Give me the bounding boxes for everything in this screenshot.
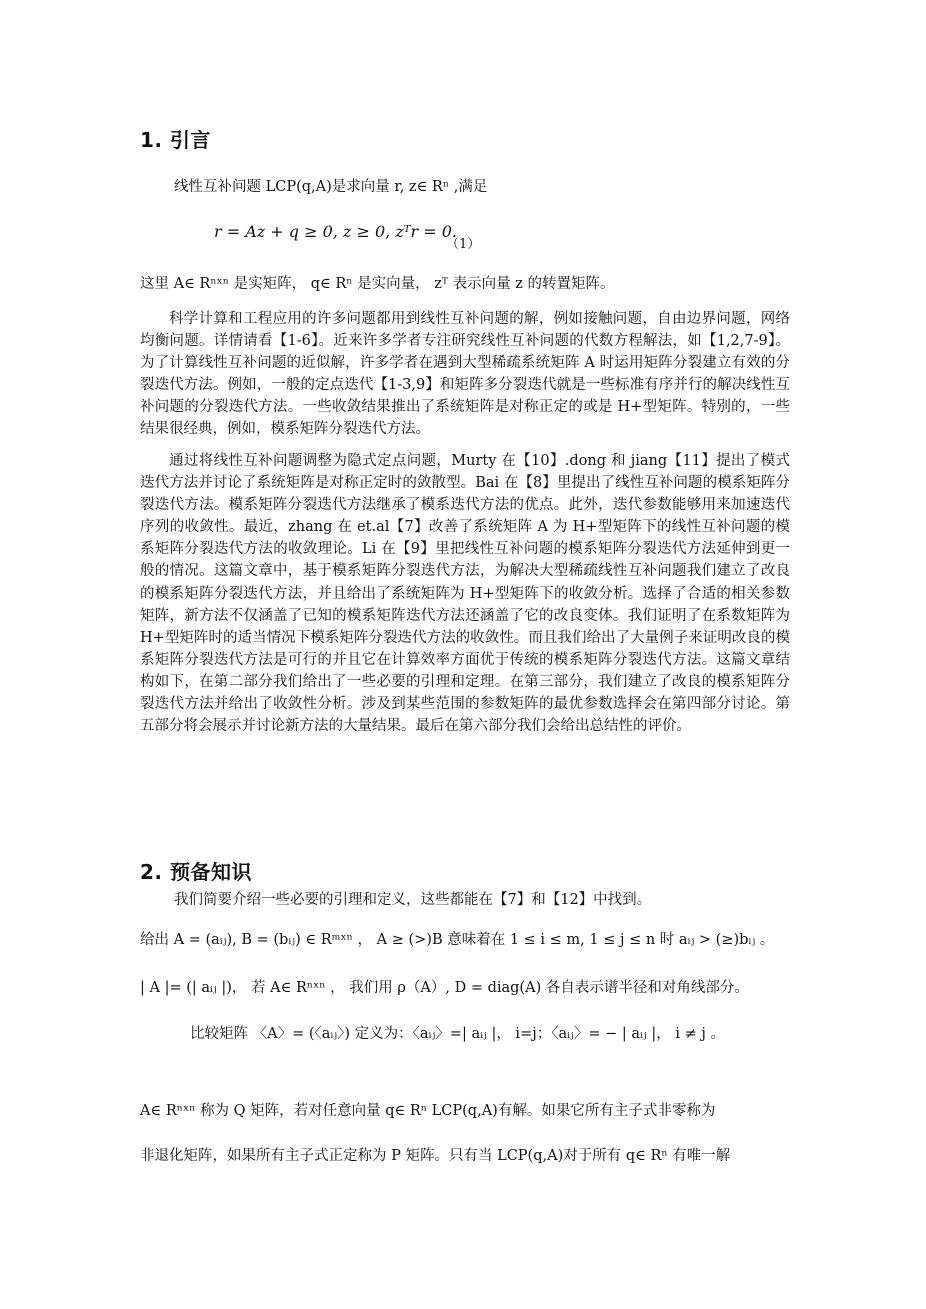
equation-number: （1） bbox=[446, 237, 481, 252]
section-2-heading: 2. 预备知识 bbox=[140, 860, 252, 884]
lcp-definition-line: 线性互补问题 LCP(q,A)是求向量 r, z∈ Rⁿ ,满足 bbox=[174, 179, 488, 195]
q-matrix-definition: A∈ Rⁿˣⁿ 称为 Q 矩阵，若对任意向量 q∈ Rⁿ LCP(q,A)有解。如果它所有主子式非零称为 bbox=[140, 1103, 716, 1119]
abs-spectral-definition: | A |= (| aᵢⱼ |)， 若 A∈ Rⁿˣⁿ ， 我们用 ρ（A）, D = diag(A) 各自表示谱半径和对角线部分。 bbox=[140, 980, 749, 996]
intro-paragraph-2: 通过将线性互补问题调整为隐式定点问题，Murty 在【10】.dong 和 jiang【11】提出了模式迭代方法并讨论了系统矩阵是对称正定时的敛散型。Bai 在【8】里提出了线性互补问题的模系矩阵分裂迭代方法。模系矩阵分裂迭代方法继承了模系迭代方法的优点。此外，迭代参数能够用来加速迭代序列的收敛性。最近，zhang 在 et.al【7】改善了系统矩阵 A 为 H+型矩阵下的线性互补问题的模系矩阵分裂迭代方法的收敛理论。Li 在【9】里把线性互补问题的模系矩阵分裂迭代方法延伸到更一般的情况。这篇文章中，基于模系矩阵分裂迭代方法，为解决大型稀疏线性互补问题我们建立了改良的模系矩阵分裂迭代方法，并且给出了系统矩阵为 H+型矩阵下的收敛分析。选择了合适的相关参数矩阵，新方法不仅涵盖了已知的模系矩阵迭代方法还涵盖了它的改良变体。我们证明了在系数矩阵为 H+型矩阵时的适当情况下模系矩阵分裂迭代方法的收敛性。而且我们给出了大量例子来证明改良的模系矩阵分裂迭代方法是可行的并且它在计算效率方面优于传统的模系矩阵分裂迭代方法。这篇文章结构如下，在第二部分我们给出了一些必要的引理和定理。在第三部分，我们建立了改良的模系矩阵分裂迭代方法并给出了收敛性分析。涉及到某些范围的参数矩阵的最优参数选择会在第四部分讨论。第五部分将会展示并讨论新方法的大量结果。最后在第六部分我们会给出总结性的评价。 bbox=[140, 453, 790, 735]
matrix-order-definition: 给出 A = (aᵢⱼ), B = (bᵢⱼ) ∈ Rᵐˣⁿ ， A ≥ (>)B 意味着在 1 ≤ i ≤ m, 1 ≤ j ≤ n 时 aᵢⱼ > (≥)bᵢⱼ 。 bbox=[140, 932, 775, 948]
intro-paragraph-1: 科学计算和工程应用的许多问题都用到线性互补问题的解，例如接触问题，自由边界问题，网络均衡问题。详情请看【1-6】。近来许多学者专注研究线性互补问题的代数方程解法，如【1,2,7-9】。为了计算线性互补问题的近似解，许多学者在遇到大型稀疏系统矩阵 A 时运用矩阵分裂建立有效的分裂迭代方法。例如，一般的定点迭代【1-3,9】和矩阵多分裂迭代就是一些标准有序并行的解决线性互补问题的分裂迭代方法。一些收敛结果推出了系统矩阵是对称正定的或是 H+型矩阵。特别的，一些结果很经典，例如，模系矩阵分裂迭代方法。 bbox=[140, 311, 790, 438]
preliminaries-intro: 我们简要介绍一些必要的引理和定义，这些都能在【7】和【12】中找到。 bbox=[174, 892, 652, 908]
section-1-heading: 1. 引言 bbox=[140, 128, 211, 152]
lcp-equation: r = Az + q ≥ 0, z ≥ 0, zᵀr = 0. bbox=[214, 222, 457, 241]
notation-line: 这里 A∈ Rⁿˣⁿ 是实矩阵， q∈ Rⁿ 是实向量， zᵀ 表示向量 z 的转置矩阵。 bbox=[140, 276, 615, 292]
p-matrix-definition: 非退化矩阵，如果所有主子式正定称为 P 矩阵。只有当 LCP(q,A)对于所有 q∈ Rⁿ 有唯一解 bbox=[140, 1148, 731, 1164]
comparison-matrix-definition: 比较矩阵 〈A〉= (〈aᵢⱼ〉) 定义为：〈aᵢⱼ〉=| aᵢⱼ |， i=j；〈aᵢⱼ〉= − | aᵢⱼ |， i ≠ j 。 bbox=[190, 1026, 725, 1042]
